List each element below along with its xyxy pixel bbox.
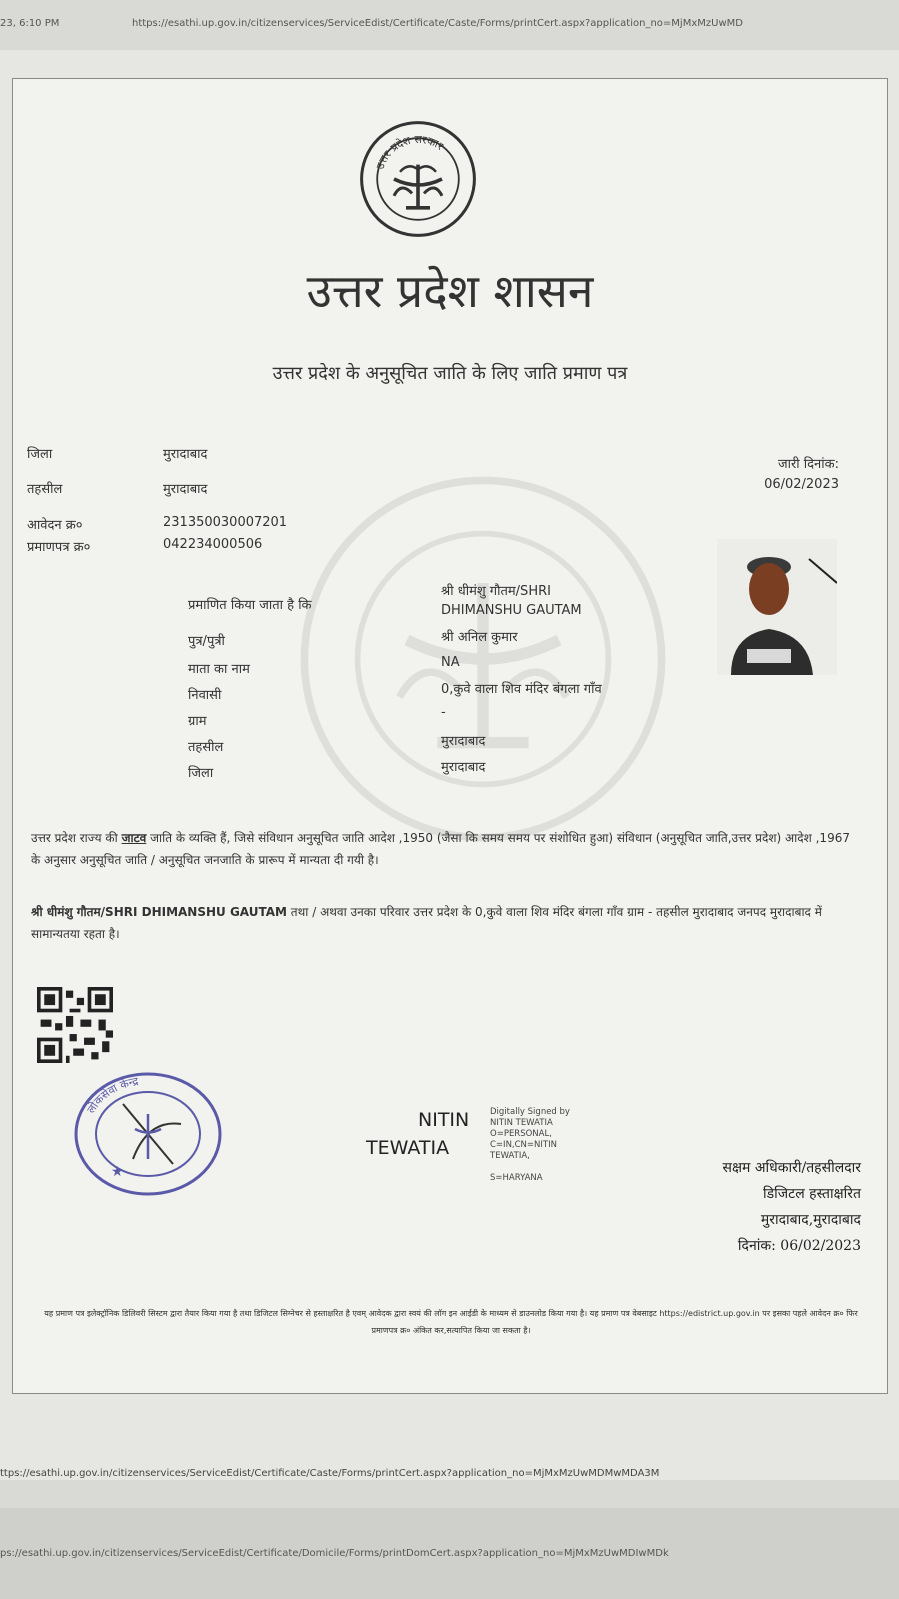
para2-text: तथा / अथवा उनका परिवार उत्तर प्रदेश के 0,कुवे वाला शिव मंदिर बंगला गाँव ग्राम - तहसील मुरादाबाद जनपद मुरादाबाद में सामान्यतया रहता है। bbox=[31, 905, 822, 941]
para1-suffix: जाति के व्यक्ति हैं, जिसे संविधान अनुसूचित जाति आदेश ,1950 (जैसा कि समय समय पर संशोधित हुआ) संविधान (अनुसूचित जाति,उत्तर प्रदेश) आदेश ,1967 के अनुसार अनुसूचित जाति / अनुसूचित जनजाति के प्रारूप में मान्यता दी गयी है। bbox=[31, 831, 850, 867]
tehsil-value: मुरादाबाद bbox=[163, 482, 208, 497]
applicant-photo-icon bbox=[717, 539, 837, 675]
certified-name-hindi: श्री धीमंशु गौतम/SHRI bbox=[441, 584, 551, 599]
detail-tehsil-label: तहसील bbox=[188, 740, 224, 755]
issue-date-value: 06/02/2023 bbox=[764, 477, 839, 492]
caste-certificate bbox=[12, 78, 888, 1394]
emblem-text: उत्तर प्रदेश सरकार bbox=[373, 132, 446, 172]
detail-tehsil-value: मुरादाबाद bbox=[441, 734, 486, 749]
residence-declaration-paragraph bbox=[31, 901, 851, 945]
detail-district-value: मुरादाबाद bbox=[441, 760, 486, 775]
certificate-number-value: 042234000506 bbox=[163, 537, 263, 552]
certificate-subtitle: उत्तर प्रदेश के अनुसूचित जाति के लिए जाति प्रमाण पत्र bbox=[272, 363, 628, 384]
certificate-number-label: प्रमाणपत्र क्र० bbox=[27, 540, 91, 555]
issuing-officer bbox=[723, 1155, 862, 1259]
tehsil-label: तहसील bbox=[27, 482, 63, 497]
print-time: 23, 6:10 PM bbox=[0, 18, 60, 29]
certificate-title: उत्तर प्रदेश शासन bbox=[306, 264, 594, 318]
issue-date-label: जारी दिनांक: bbox=[777, 457, 839, 472]
svg-text:★: ★ bbox=[111, 1164, 124, 1180]
footer-url-1: ttps://esathi.up.gov.in/citizenservices/ServiceEdist/Certificate/Caste/Forms/printCert.aspx?application_no=MjMxMzUwMDMwMDA3M bbox=[0, 1468, 660, 1479]
mother-name-value: NA bbox=[441, 655, 460, 670]
caste-name: जाटव bbox=[121, 831, 147, 845]
para1-prefix: उत्तर प्रदेश राज्य की bbox=[31, 831, 122, 845]
resident-label: निवासी bbox=[188, 688, 222, 703]
village-label: ग्राम bbox=[188, 714, 207, 729]
district-value: मुरादाबाद bbox=[163, 447, 208, 462]
qr-code-icon bbox=[37, 987, 113, 1063]
digital-signature-details: Digitally Signed by NITIN TEWATIA O=PERSONAL, C=IN,CN=NITIN TEWATIA, S=HARYANA bbox=[490, 1107, 570, 1183]
resident-value: 0,कुवे वाला शिव मंदिर बंगला गाँव bbox=[441, 682, 602, 697]
officer-designation: सक्षम अधिकारी/तहसीलदार bbox=[722, 1160, 861, 1176]
certified-name-english: DHIMANSHU GAUTAM bbox=[441, 603, 582, 618]
footer-url-2: ps://esathi.up.gov.in/citizenservices/ServiceEdist/Certificate/Domicile/Forms/printDomCert.aspx?application_no=MjMxMzUwMDIwMDk bbox=[0, 1548, 669, 1559]
officer-date: दिनांक: 06/02/2023 bbox=[737, 1238, 861, 1254]
detail-district-label: जिला bbox=[188, 766, 214, 781]
watermark-emblem-icon bbox=[293, 469, 673, 849]
son-of-label: पुत्र/पुत्री bbox=[188, 634, 225, 649]
certified-label: प्रमाणित किया जाता है कि bbox=[188, 598, 312, 613]
officer-location: मुरादाबाद,मुरादाबाद bbox=[760, 1212, 861, 1228]
mother-name-label: माता का नाम bbox=[188, 662, 250, 677]
stamp-text: लोकसेवा केन्द्र bbox=[84, 1074, 140, 1116]
district-label: जिला bbox=[27, 447, 53, 462]
father-name: श्री अनिल कुमार bbox=[441, 630, 518, 645]
verification-footnote: यह प्रमाण पत्र इलेक्ट्रॉनिक डिलिवरी सिस्टम द्वारा तैयार किया गया है तथा डिजिटल सिग्नेचर से हस्ताक्षरित है एवम् आवेदक द्वारा स्वयं की लॉग इन आईडी के माध्यम से डाउनलोड किया गया है। यह प्रमाण पत्र वेबसाइट https://edistrict.up.gov.in पर इसका पहले आवेदन क्र० फिर प्रमाणपत्र क्र० अंकित कर,सत्यापित किया जा सकता है। bbox=[44, 1309, 858, 1335]
application-number-value: 231350030007201 bbox=[163, 515, 288, 530]
signer-last-name: TEWATIA bbox=[366, 1137, 450, 1159]
signer-first-name: NITIN bbox=[418, 1109, 470, 1131]
up-government-emblem-icon bbox=[358, 119, 478, 239]
application-number-label: आवेदन क्र० bbox=[27, 518, 83, 533]
print-url: https://esathi.up.gov.in/citizenservices/ServiceEdist/Certificate/Caste/Forms/printCert.aspx?application_no=MjMxMzUwMD bbox=[132, 18, 743, 29]
official-stamp-icon bbox=[63, 1064, 228, 1204]
holder-name: श्री धीमंशु गौतम/SHRI DHIMANSHU GAUTAM bbox=[31, 905, 287, 919]
officer-digital-signed: डिजिटल हस्ताक्षरित bbox=[763, 1186, 861, 1202]
village-value: - bbox=[441, 705, 446, 720]
applicant-photo bbox=[717, 539, 837, 675]
caste-declaration-paragraph bbox=[31, 827, 851, 871]
